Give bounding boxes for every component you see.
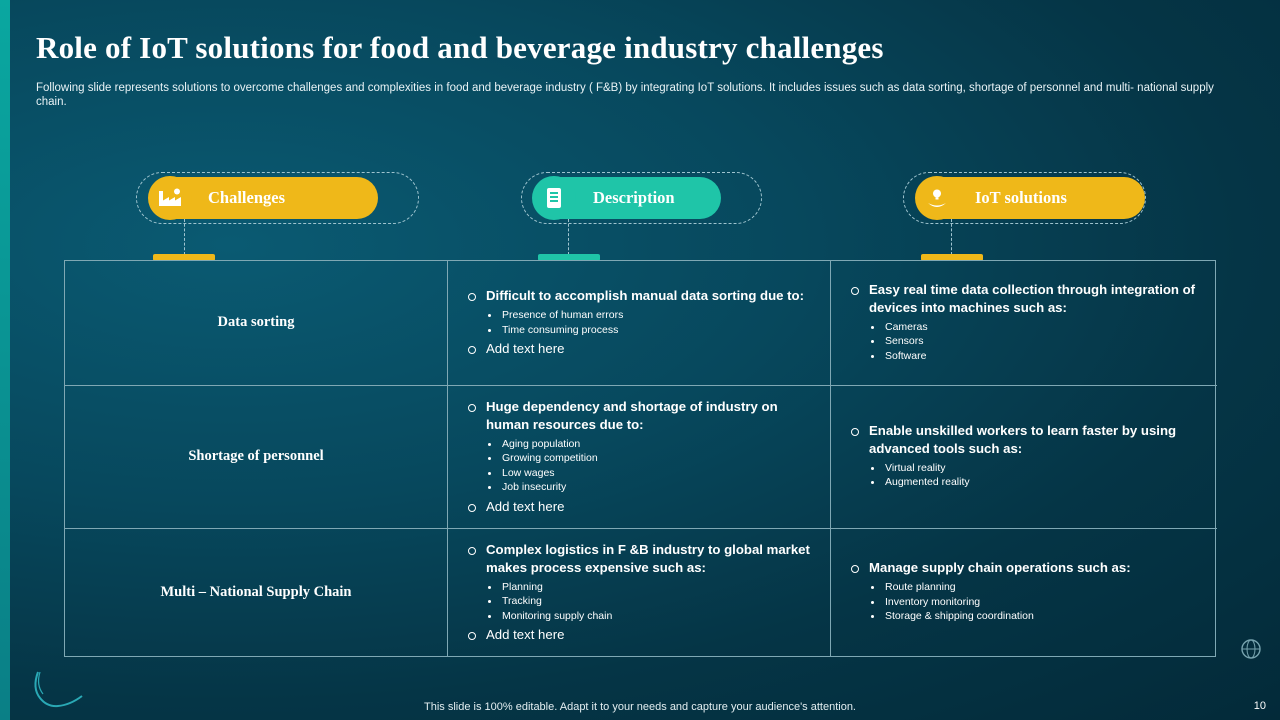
description-cell	[448, 529, 831, 657]
solution-cell	[831, 386, 1217, 529]
list-item: Tracking	[464, 594, 814, 609]
page-title: Role of IoT solutions for food and beverage industry challenges	[36, 30, 884, 65]
list-item: Planning	[464, 580, 814, 595]
page-subtitle: Following slide represents solutions to overcome challenges and complexities in food and beverage industry ( F&B) by integrating IoT solutions. It includes issues such as data sorting, shortage of personnel and multi- national supply chain.	[36, 82, 1214, 108]
comparison-table	[64, 260, 1216, 657]
iot-solutions-header-label: IoT solutions	[975, 188, 1067, 207]
add-text-placeholder[interactable]: Add text here	[464, 498, 814, 516]
globe-icon	[1240, 638, 1262, 660]
challenges-header-label: Challenges	[208, 188, 286, 207]
solution-heading: Easy real time data collection through integration of devices into machines such as:	[847, 281, 1201, 317]
challenge-label: Shortage of personnel	[188, 448, 324, 464]
iot-hand-bulb-icon	[915, 176, 959, 220]
list-item: Low wages	[464, 466, 814, 481]
challenge-label: Data sorting	[217, 314, 295, 331]
solution-heading: Manage supply chain operations such as:	[847, 559, 1201, 577]
table-row	[65, 386, 448, 529]
description-cell	[448, 386, 831, 529]
add-text-placeholder[interactable]: Add text here	[464, 626, 814, 644]
list-item: Route planning	[847, 580, 1201, 595]
description-header-label: Description	[593, 188, 675, 207]
list-item: Software	[847, 349, 1201, 364]
list-item: Aging population	[464, 437, 814, 452]
left-accent-bar	[0, 0, 10, 720]
challenges-connector	[184, 219, 185, 255]
description-sub-list	[464, 580, 814, 624]
list-item: Time consuming process	[464, 323, 814, 338]
list-item: Inventory monitoring	[847, 595, 1201, 610]
table-row	[65, 529, 448, 657]
solution-sub-list	[847, 461, 1201, 490]
description-cell	[448, 261, 831, 386]
solution-cell	[831, 261, 1217, 386]
description-heading: Huge dependency and shortage of industry on human resources due to:	[464, 398, 814, 434]
description-sub-list	[464, 437, 814, 495]
solution-sub-list	[847, 320, 1201, 364]
table-row	[65, 261, 448, 386]
list-item: Storage & shipping coordination	[847, 609, 1201, 624]
factory-icon	[148, 176, 192, 220]
list-item: Virtual reality	[847, 461, 1201, 476]
description-connector	[568, 219, 569, 255]
list-item: Augmented reality	[847, 475, 1201, 490]
add-text-placeholder[interactable]: Add text here	[464, 340, 814, 358]
list-item: Monitoring supply chain	[464, 609, 814, 624]
list-item: Growing competition	[464, 451, 814, 466]
description-heading: Difficult to accomplish manual data sorting due to:	[464, 287, 814, 305]
list-item: Cameras	[847, 320, 1201, 335]
page-number: 10	[1253, 700, 1266, 712]
document-list-icon	[532, 176, 576, 220]
list-item: Presence of human errors	[464, 308, 814, 323]
list-item: Sensors	[847, 334, 1201, 349]
solution-sub-list	[847, 580, 1201, 624]
list-item: Job insecurity	[464, 480, 814, 495]
solution-heading: Enable unskilled workers to learn faster by using advanced tools such as:	[847, 422, 1201, 458]
challenge-label: Multi – National Supply Chain	[160, 583, 352, 600]
description-sub-list	[464, 308, 814, 337]
iot-solutions-connector	[951, 219, 952, 255]
footer-note: This slide is 100% editable. Adapt it to your needs and capture your audience's attention.	[424, 701, 856, 713]
description-heading: Complex logistics in F &B industry to global market makes process expensive such as:	[464, 541, 814, 577]
solution-cell	[831, 529, 1217, 657]
